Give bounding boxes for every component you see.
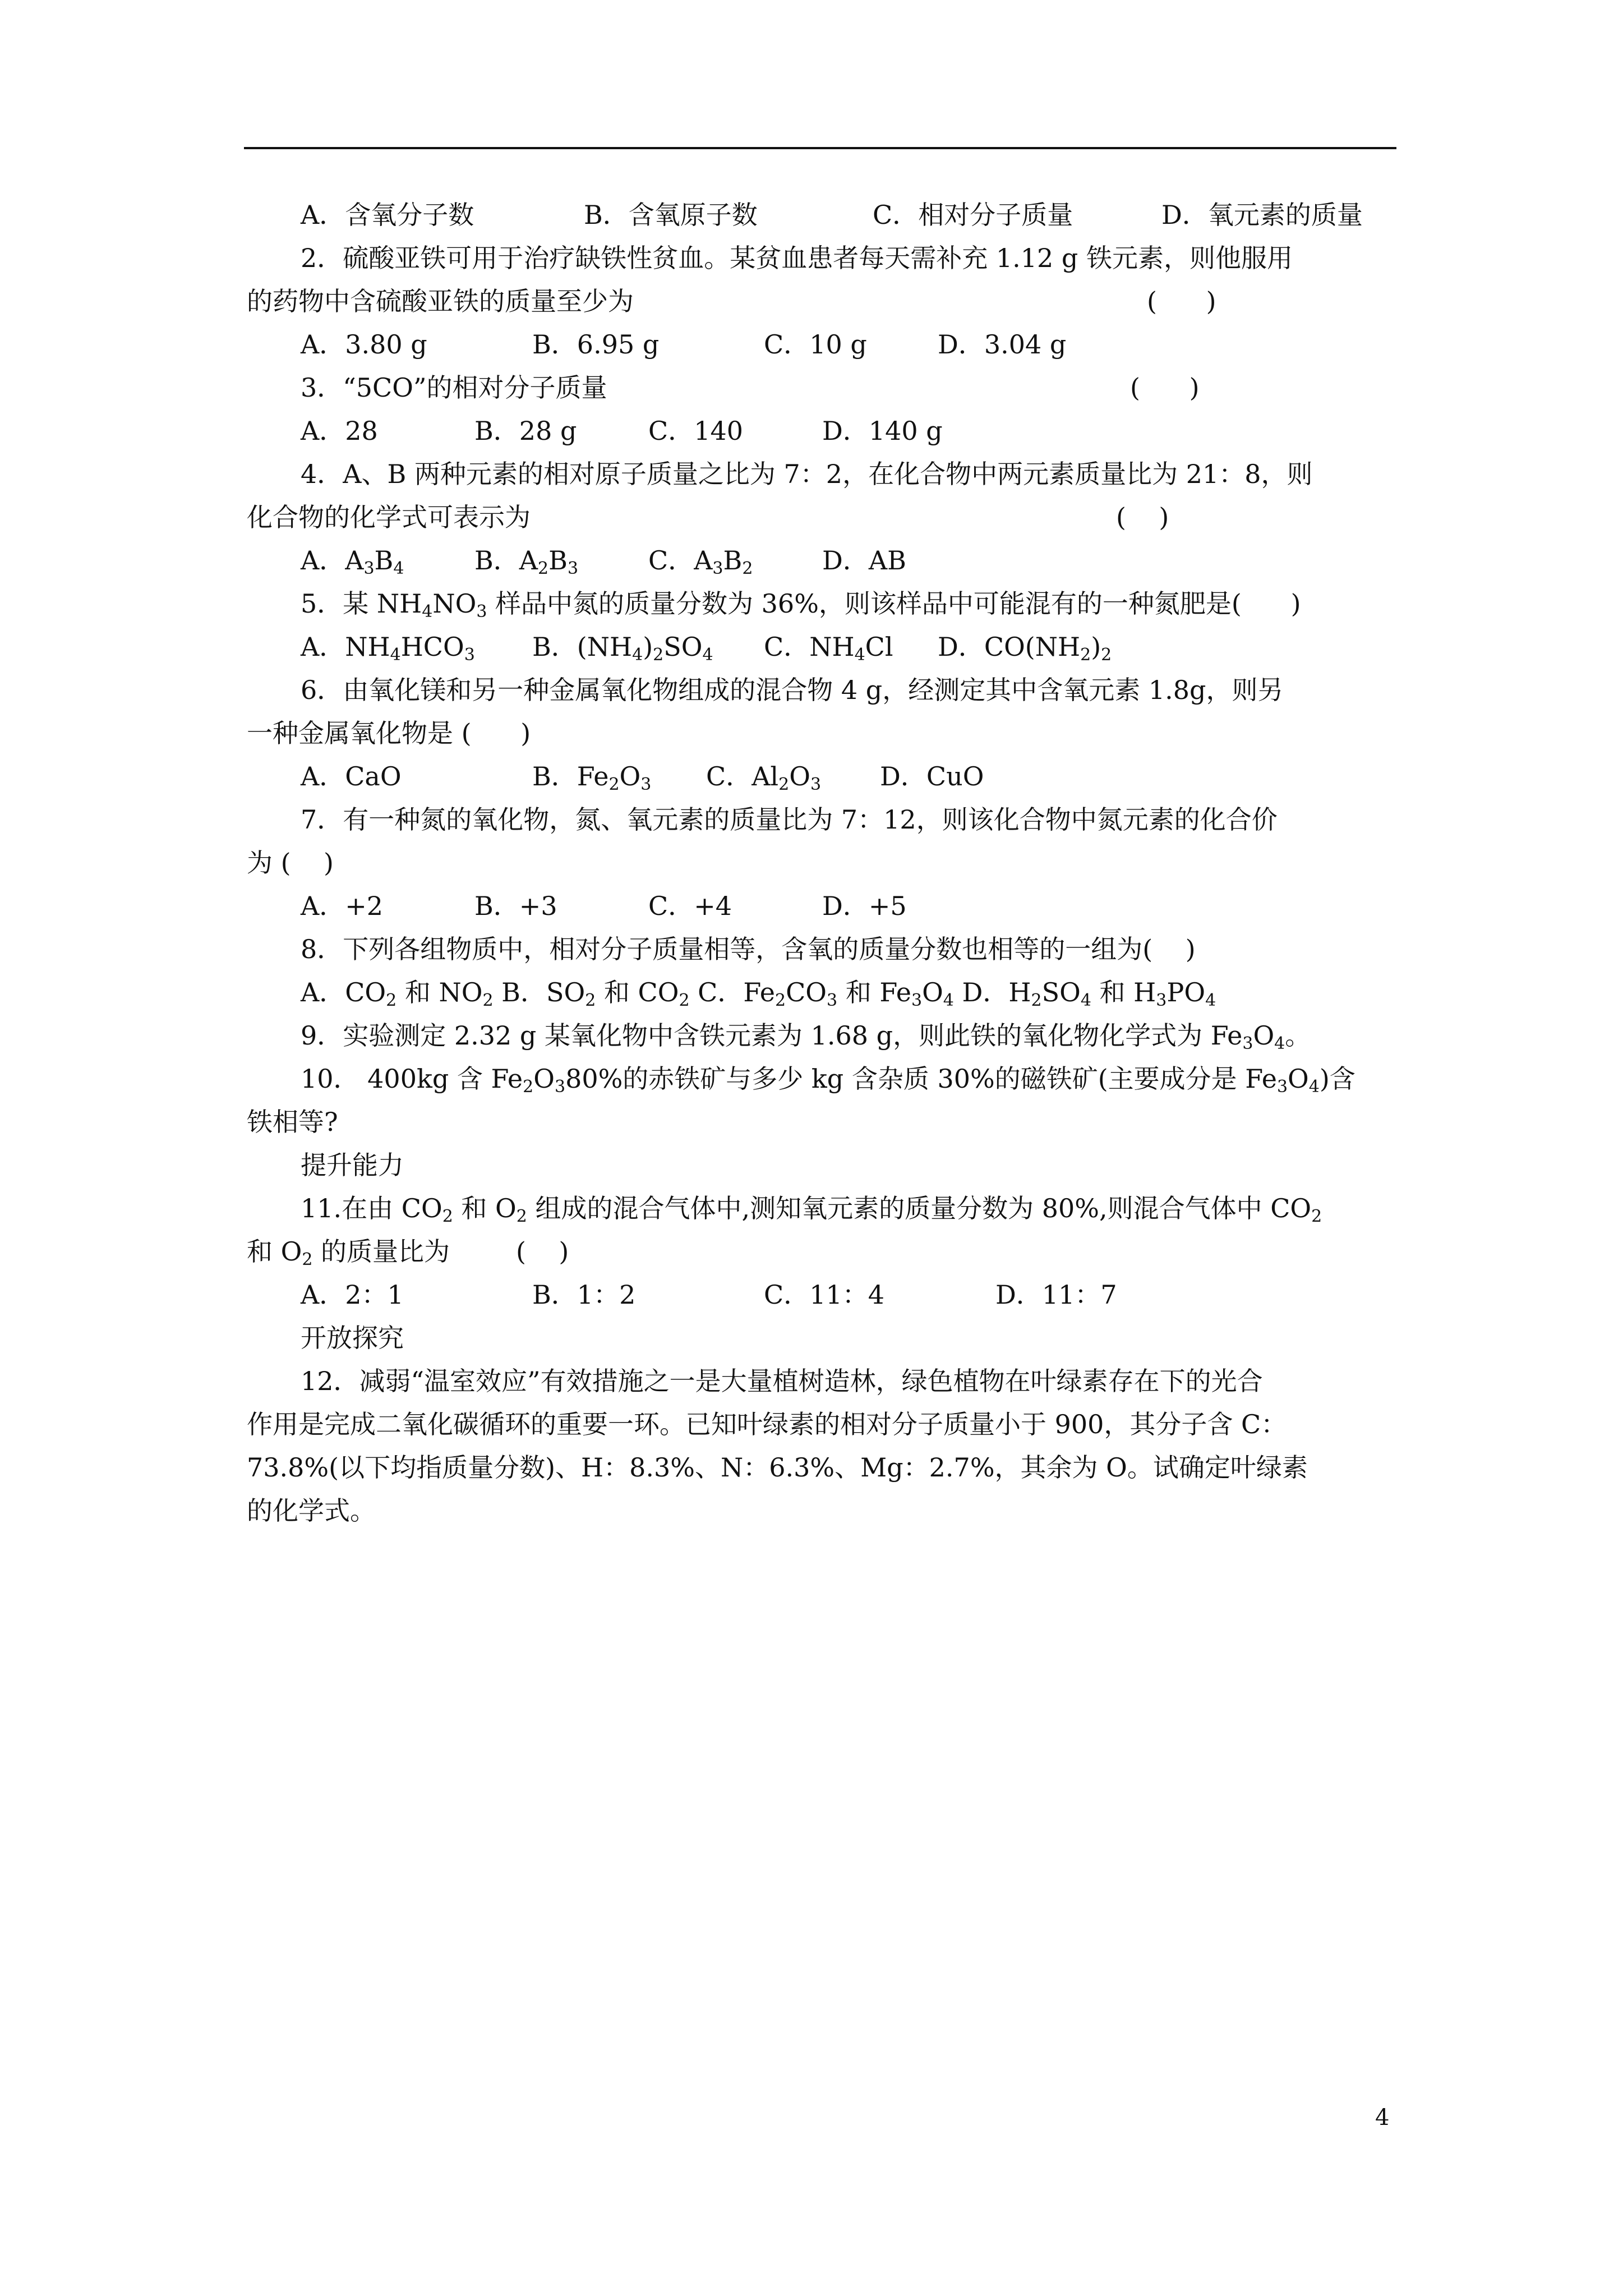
q1-options — [247, 194, 1399, 237]
q6-option-b: B．$Fe_2O_3$ — [532, 761, 652, 794]
q5-option-d: D．$CO(NH_2)_2$ — [938, 632, 1112, 665]
q7-stem-line2: 为 ( ) — [247, 848, 334, 878]
q3-answer-bracket: ( ) — [1130, 372, 1200, 403]
q2-option-d: D．3.04 g — [938, 329, 1067, 360]
q7-option-c: C．+4 — [648, 891, 732, 921]
q11-option-b: B．1：2 — [532, 1280, 636, 1310]
q8-option-a: A．$CO_2$ 和 $NO_2$ — [301, 977, 494, 1010]
q6-stem-line1: 6．由氧化镁和另一种金属氧化物组成的混合物 4 g，经测定其中含氧元素 1.8g，则另 — [301, 675, 1284, 705]
q9-stem: 9．实验测定 2.32 g 某氧化物中含铁元素为 1.68 g，则此铁的氧化物化学式为 $Fe_3O_4$。 — [301, 1020, 1311, 1053]
q11-stem-line2: 和 $O_2$ 的质量比为 ( ) — [247, 1230, 1399, 1273]
q4-option-d: D．AB — [822, 545, 906, 576]
q4-stem-line2 — [247, 496, 1399, 539]
q5-option-a: A．$NH_4HCO_3$ — [301, 632, 475, 665]
q6-stem-line2: 一种金属氧化物是 ( ) — [247, 718, 531, 748]
q4-answer-bracket: ( ) — [1116, 502, 1169, 532]
q1-option-a: A．含氧分子数 — [301, 200, 474, 230]
q3-option-b: B．28 g — [474, 416, 577, 446]
q1-option-b: B．含氧原子数 — [584, 200, 758, 230]
q8-stem: 8．下列各组物质中，相对分子质量相等，含氧的质量分数也相等的一组为( ) — [301, 934, 1196, 964]
q10-stem-line2: 铁相等? — [247, 1107, 338, 1137]
q5-option-b: B．$(NH_4)_2SO_4$ — [532, 632, 713, 665]
page-number: 4 — [1375, 2105, 1390, 2131]
q10-stem-line1: 10． 400kg 含 $Fe_2O_380\%$的赤铁矿与多少 kg 含杂质 30%的磁铁矿(主要成分是 $Fe_3O_4$)含 — [301, 1064, 1355, 1097]
q3-option-d: D．140 g — [822, 416, 943, 446]
q3-stem — [247, 366, 1399, 409]
q3-option-c: C．140 — [648, 416, 743, 446]
q8-options — [247, 971, 1399, 1014]
q4-option-a: A．$A_3B_4$ — [301, 545, 404, 578]
q11-options — [247, 1273, 1399, 1317]
q2-stem-line1: 2．硫酸亚铁可用于治疗缺铁性贫血。某贫血患者每天需补充 1.12 g 铁元素，则他服用 — [301, 243, 1293, 273]
q5-options — [247, 625, 1399, 669]
q6-option-a: A．CaO — [301, 761, 402, 792]
q2-options — [247, 323, 1399, 366]
q8-option-d: D．$H_2SO_4$ 和 $H_3PO_4$ — [953, 977, 1216, 1010]
header-rule — [244, 147, 1396, 149]
q2-option-c: C．10 g — [764, 329, 867, 360]
q6-option-c: C．$Al_2O_3$ — [706, 761, 822, 794]
q4-stem-line1: 4．A、B 两种元素的相对原子质量之比为 7：2，在化合物中两元素质量比为 21：8，则 — [301, 459, 1313, 489]
q2-stem-text: 的药物中含硫酸亚铁的质量至少为 — [247, 286, 634, 316]
q7-stem-line1: 7．有一种氮的氧化物，氮、氧元素的质量比为 7：12，则该化合物中氮元素的化合价 — [301, 804, 1278, 835]
q3-options — [247, 409, 1399, 453]
q7-option-d: D．+5 — [822, 891, 907, 921]
q1-option-d: D．氧元素的质量 — [1161, 200, 1363, 230]
q4-option-c: C．$A_3B_2$ — [648, 545, 753, 578]
q5-option-c: C．$NH_4Cl$ — [764, 632, 893, 665]
q3-option-a: A．28 — [301, 416, 378, 446]
q8-option-b: B．$SO_2$ 和 $CO_2$ — [493, 977, 690, 1010]
q4-stem-text: 化合物的化学式可表示为 — [247, 502, 531, 532]
q2-option-a: A．3.80 g — [301, 329, 427, 360]
q8-option-c: C．$Fe_2CO_3$ 和 $Fe_3O_4$ — [689, 977, 954, 1010]
q7-option-b: B．+3 — [474, 891, 557, 921]
q12-stem-line4: 的化学式。 — [247, 1496, 376, 1526]
q11-option-c: C．11：4 — [764, 1280, 884, 1310]
section-heading-improve: 提升能力 — [301, 1150, 404, 1180]
q11-stem-line1: 11.在由 $CO_2$ 和 $O_2$ 组成的混合气体中,测知氧元素的质量分数为 80%,则混合气体中 $CO_2$ — [301, 1193, 1322, 1226]
q12-stem-line1: 12．减弱“温室效应”有效措施之一是大量植树造林，绿色植物在叶绿素存在下的光合 — [301, 1366, 1263, 1396]
q5-stem: 5．某 $NH_4NO_3$ 样品中氮的质量分数为 36%，则该样品中可能混有的一种氮肥是( ) — [301, 588, 1301, 622]
q2-stem-line2 — [247, 280, 1399, 323]
q3-stem-text: 3．“5CO”的相对分子质量 — [301, 372, 607, 403]
section-heading-explore: 开放探究 — [301, 1323, 404, 1353]
q6-option-d: D．CuO — [880, 761, 984, 792]
document-body — [247, 194, 1399, 1533]
q2-answer-bracket: ( ) — [1147, 286, 1216, 316]
q4-option-b: B．$A_2B_3$ — [474, 545, 579, 578]
q11-answer-bracket: ( ) — [516, 1236, 569, 1267]
q4-options — [247, 539, 1399, 582]
q7-options — [247, 885, 1399, 928]
q6-options — [247, 755, 1399, 798]
q2-option-b: B．6.95 g — [532, 329, 660, 360]
q12-stem-line3: 73.8%(以下均指质量分数)、H：8.3%、N：6.3%、Mg：2.7%，其余为 O。试确定叶绿素 — [247, 1452, 1308, 1483]
q12-stem-line2: 作用是完成二氧化碳循环的重要一环。已知叶绿素的相对分子质量小于 900，其分子含 C： — [247, 1409, 1287, 1439]
q1-option-c: C．相对分子质量 — [873, 200, 1073, 230]
q11-option-a: A．2：1 — [301, 1280, 404, 1310]
q7-option-a: A．+2 — [301, 891, 384, 921]
q11-option-d: D．11：7 — [995, 1280, 1117, 1310]
